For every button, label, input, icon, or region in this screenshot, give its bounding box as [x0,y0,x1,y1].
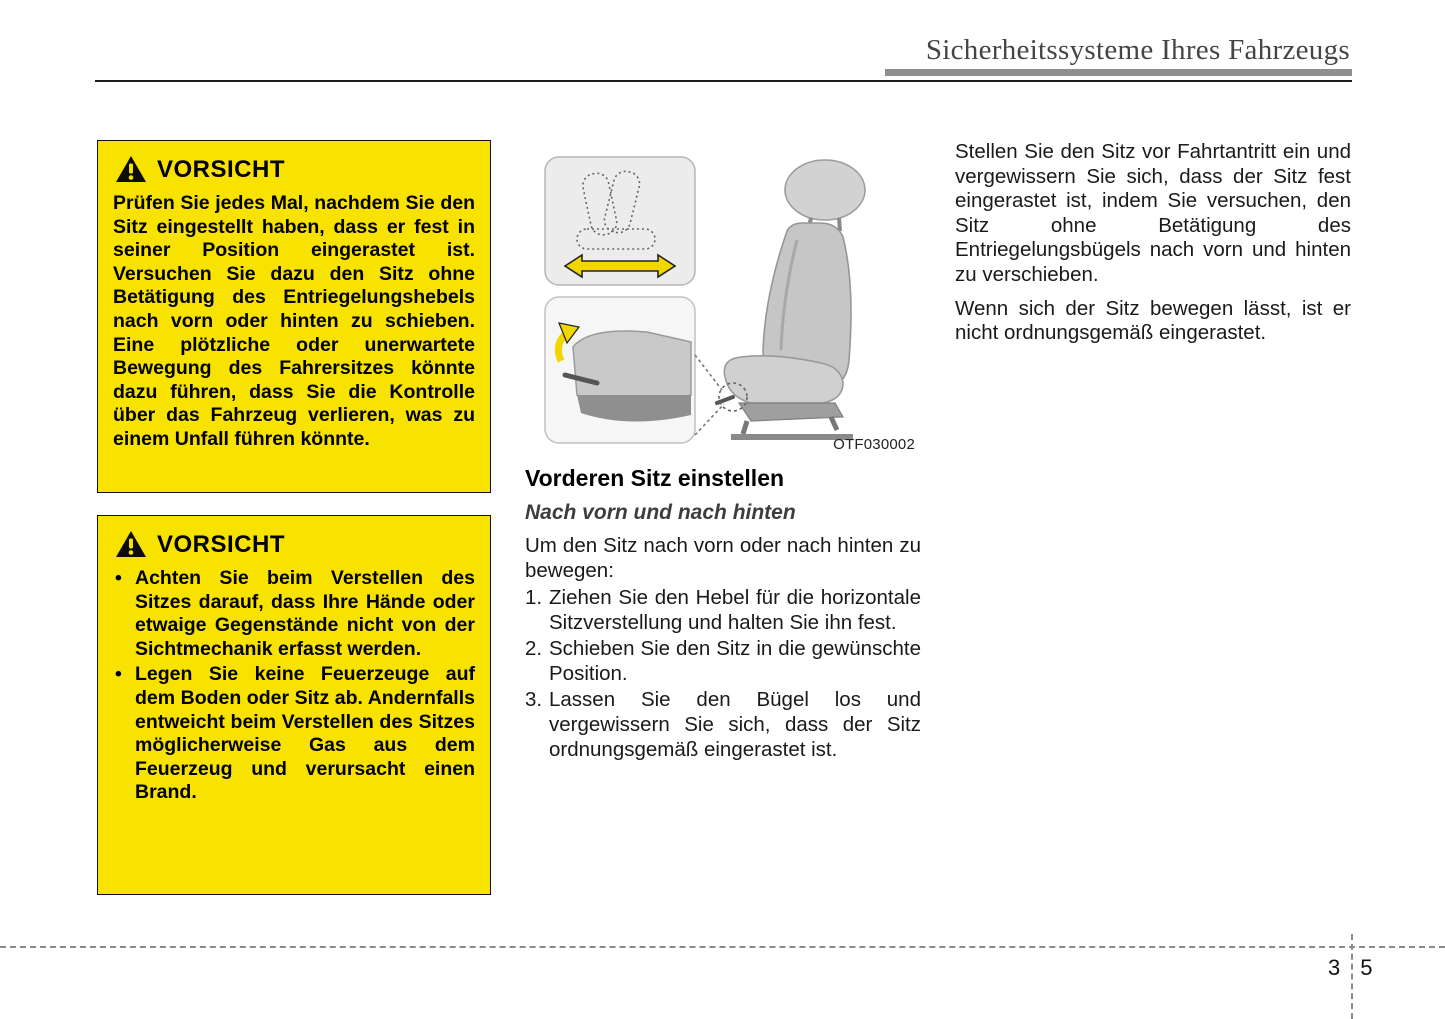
warning-box-1 [97,140,491,493]
bullet-marker: • [115,567,122,589]
section-intro: Um den Sitz nach vorn oder nach hinten zu bewegen: [525,534,921,582]
seat-illustration [525,145,921,455]
steps-list [525,585,921,762]
warning-box-1-header [115,155,475,184]
body-paragraph: Stellen Sie den Sitz vor Fahrtantritt ein und vergewissern Sie sich, dass der Sitz fest eingerastet ist, indem Sie versuchen, den Sitz ohne Betätigung des Entriegelungsbügels nach vorn und hinten zu verschieben. [955,140,1351,286]
header-rule [95,80,1352,82]
chapter-number: 3 [1328,955,1341,980]
warning-title: VORSICHT [157,530,286,558]
bullet-text: Achten Sie beim Verstellen des Sitzes darauf, dass Ihre Hände oder etwaige Gegenstände nicht von der Sichtmechanik erfasst werden. [135,567,475,660]
section-heading: Vorderen Sitz einstellen [525,465,785,491]
warning-body: Prüfen Sie jedes Mal, nachdem Sie den Sitz eingestellt haben, dass er fest in seiner Position eingerastet ist. Versuchen Sie dazu den Sitz ohne Betätigung des Entriegelungshebels nach vorn oder hinten zu schieben. Eine plötzliche oder unerwartete Bewegung des Fahrersitzes könnte dazu führen, dass Sie die Kontrolle über das Fahrzeug verlieren, was zu einem Unfall führen könnte. [113,192,475,450]
bullet-marker: • [115,663,122,686]
warning-box-2 [97,515,491,895]
step-number: 2. [525,637,543,660]
list-item [113,663,475,805]
step-number: 3. [525,688,543,711]
main-column [525,145,921,762]
footer-dashed-rule [0,946,1445,948]
page-title: Sicherheitssysteme Ihres Fahrzeugs [925,34,1350,66]
step-text: Ziehen Sie den Hebel für die horizontale Sitzverstellung und halten Sie ihn fest. [549,586,921,634]
page-number [1328,955,1373,981]
figure-code: OTF030002 [833,436,915,453]
list-item [525,585,921,635]
step-text: Schieben Sie den Sitz in die gewünschte Position. [549,637,921,685]
warning-triangle-icon [115,155,147,184]
warning-title: VORSICHT [157,155,286,183]
section-subheading: Nach vorn und nach hinten [525,501,796,524]
right-column [955,140,1351,355]
warning-column [97,140,491,895]
warning-triangle-icon [115,530,147,559]
bullet-text: Legen Sie keine Feuerzeuge auf dem Boden oder Sitz ab. Andernfalls entweicht beim Verstellen des Sitzes möglicherweise Gas aus dem Feuerzeug und verursacht einen Brand. [135,663,475,804]
warning-box-2-header [115,530,475,559]
list-item [525,636,921,686]
list-item [525,687,921,762]
list-item [113,567,475,661]
body-paragraph: Wenn sich der Sitz bewegen lässt, ist er nicht ordnungsgemäß eingerastet. [955,296,1351,345]
step-number: 1. [525,586,543,609]
warning-bullet-list [113,567,475,805]
step-text: Lassen Sie den Bügel los und vergewissern Sie sich, dass der Sitz ordnungsgemäß eingerastet ist. [549,688,921,761]
page-in-chapter: 5 [1360,955,1373,980]
header-accent-bar [885,69,1352,76]
seat-adjustment-figure [525,145,921,455]
